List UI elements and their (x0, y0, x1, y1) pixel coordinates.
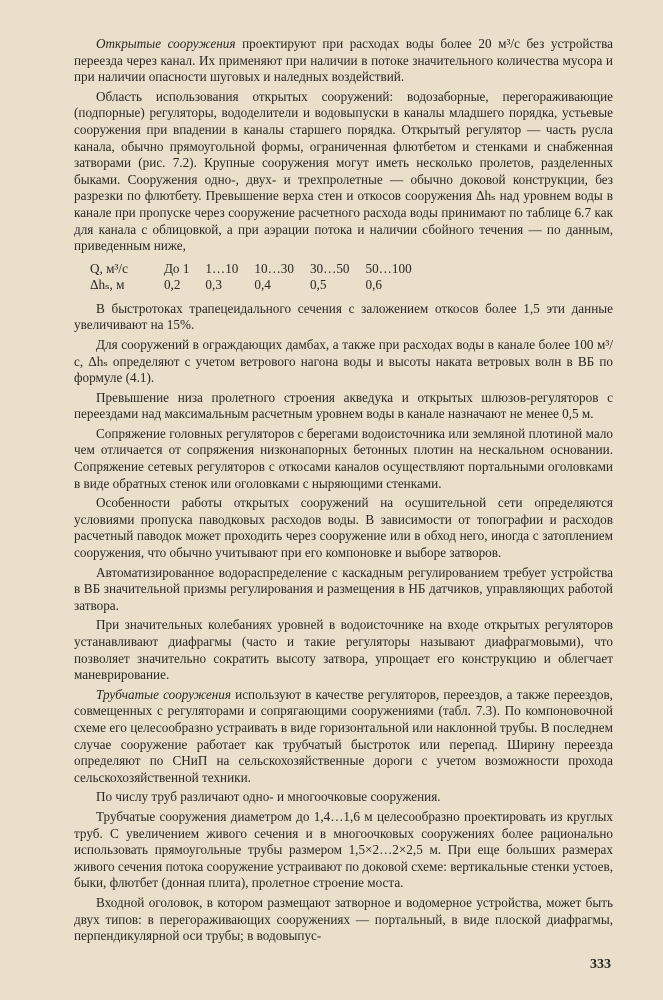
paragraph-drainage: Особенности работы открытых сооружений на осушительной сети определяются условиями пропуска паводковых расходов воды. В зависимости от топографии и расходов расчетный паводок может проходить через сооружение или в обход него, иногда с затоплением сооружения, что обычно учитывают при его компоновке и выборе затворов. (74, 495, 613, 561)
table-row: Δhₛ, м 0,2 0,3 0,4 0,5 0,6 (90, 276, 382, 292)
term-open-structures: Открытые сооружения (96, 36, 236, 51)
page-number: 333 (590, 957, 611, 972)
paragraph-open-structures: Открытые сооружения проектируют при расходах воды более 20 м³/с без устройства переезда через канал. Их применяют при наличии в потоке значительного количества мусора и при наличии опасности шуговых и наледных воздействий. (74, 36, 613, 85)
paragraph-diaphragms: При значительных колебаниях уровней в водоисточнике на входе открытых регуляторов устанавливают диафрагмы (часто и такие регуляторы называют диафрагмовыми), что позволяет значительно сократить высоту затвора, упрощает его конструкцию и облегчает маневрирование. (74, 617, 613, 683)
freeboard-table (90, 261, 428, 293)
paragraph-pipe-count: По числу труб различают одно- и многоочковые сооружения. (96, 789, 441, 805)
paragraph-automation: Автоматизированное водораспределение с каскадным регулированием требует устройства в ВБ значительной призмы регулирования и размещения в НБ датчиков, управляющих работой затвора. (74, 564, 613, 613)
paragraph-inlet-head: Входной оголовок, в котором размещают затворное и водомерное устройства, может быть двух типов: в перегораживающих сооружениях — портальный, в виде плоской диафрагмы, перпендикулярной оси трубы; в водовыпус- (74, 894, 613, 944)
paragraph-connection: Сопряжение головных регуляторов с берегами водоисточника или земляной плотиной мало чем отличается от сопряжения низконапорных бетонных плотин на нескальном основании. Сопряжение сетевых регуляторов с откосами каналов осуществляют портальными оголовками в виде обратных стенок или оголовками с ныряющими стенками. (74, 425, 613, 491)
table-row: Q, м³/с До 1 1…10 10…30 30…50 50…100 (90, 260, 412, 276)
paragraph-tubular-structures: Трубчатые сооружения используют в качестве регуляторов, переездов, а также переездов, совмещенных с регуляторами и сопрягающими сооружениями (табл. 7.3). По компоновочной схеме его целесообразно устраивать в виде горизонтальной или наклонной трубы. В последнем случае сооружение работает как трубчатый быстроток или перепад. Ширину переезда определяют по СНиП на сельскохозяйственные дороги с учетом возможности прохода сельскохозяйственной техники. (74, 686, 613, 785)
term-tubular-structures: Трубчатые сооружения (96, 686, 231, 702)
paragraph-pipe-sizes: Трубчатые сооружения диаметром до 1,4…1,6 м целесообразно проектировать из круглых труб. С увеличением живого сечения и в многоочковых сооружениях более рационально использовать прямоугольные трубы размером 1,5×2…2×2,5 м. При еще больших размерах живого сечения потока сооружение устраивают по доковой схеме: вертикальные стенки устоев, быки, флютбет (донная плита), пролетное строение моста. (74, 808, 613, 891)
table-row-label: Δhₛ, м (90, 276, 125, 292)
paragraph-fast-flows: В быстротоках трапецеидального сечения с заложением откосов более 1,5 эти данные увеличивают на 15%. (74, 300, 613, 333)
paragraph-clearance: Превышение низа пролетного строения акведука и открытых шлюзов-регуляторов с переездами над максимальным расчетным уровнем воды в канале назначают не менее 0,5 м. (74, 389, 613, 422)
paragraph-dams: Для сооружений в ограждающих дамбах, а также при расходах воды в канале более 100 м³/с, Δhₛ определяют с учетом ветрового нагона воды и высоты наката ветровых волн в ВБ по формуле (4.1). (74, 336, 613, 386)
table-row-label: Q, м³/с (90, 260, 128, 276)
paragraph-usage-area: Область использования открытых сооружений: водозаборные, перегораживающие (подпорные) регуляторы, вододелители и водовыпуски в каналы младшего порядка, устьевые сооружения при впадении в каналы старшего порядка. Открытый регулятор — часть русла канала, обычно прямоугольной формы, ограниченная флютбетом и стенками и снабженная затворами (рис. 7.2). Крупные сооружения могут иметь несколько пролетов, разделенных быками. Сооружения одно-, двух- и трехпролетные — обычно доковой конструкции, без разрезки по флютбету. Превышение верха стен и откосов сооружения Δhₛ над уровнем воды в канале при пропуске через сооружение расчетного расхода воды принимают по таблице 6.7 как для канала с облицовкой, а при аэрации потока и наличии сбойного течения — по данным, приведенным ниже, (74, 88, 613, 254)
